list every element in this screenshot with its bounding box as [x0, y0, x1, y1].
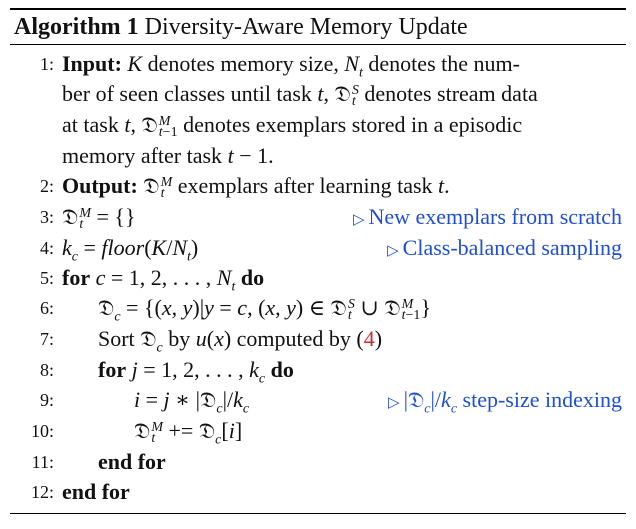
line-6: 6: 𝔇$_c$ = {(x, y)|y = c, (x, y) ∈ 𝔇 S t ∪ 𝔇 M t−1 } — [10, 293, 626, 324]
line-1-cont: memory after task t − 1. — [62, 143, 274, 168]
comment-text: Class-balanced sampling — [402, 235, 622, 260]
comment-triangle-icon: ▷ — [352, 212, 365, 228]
comment-l3 — [353, 202, 622, 235]
text-fragment: − 1. — [233, 143, 274, 168]
comment-l9: ▷ $|𝔇_c|/k_c$ step-size indexing — [388, 387, 622, 417]
line-4: 4: $k_c$ = $floor(K/N_t)$ ▷ Class-balanced sampling — [10, 233, 626, 263]
comment-l4 — [387, 233, 622, 266]
comment-triangle-icon: ▷ — [388, 395, 400, 411]
input-keyword: Input: — [62, 51, 122, 76]
line-10: 10: 𝔇 M t += 𝔇$_c$[i] — [10, 416, 626, 447]
line-number: 1: — [39, 54, 54, 74]
do-keyword: do — [240, 265, 265, 290]
line-9: 9: i = j ∗ $|𝔇_c|/k_c$ ▷ $|𝔇_c|/k_c$ step-size indexing — [10, 385, 626, 416]
text-fragment: ) — [374, 326, 383, 351]
text-fragment: , — [130, 112, 142, 137]
text-fragment: . — [444, 173, 450, 198]
line-number: 6: — [39, 298, 54, 318]
text-fragment: denotes the num- — [362, 51, 520, 76]
text-fragment: by — [162, 326, 196, 351]
line-3: 3: 𝔇 M t = {} ▷ New exemplars from scratch — [10, 202, 626, 233]
do-keyword: do — [270, 357, 294, 382]
line-1-cont: at task t, 𝔇 M t−1 denotes exemplars stored in a episodic — [62, 112, 523, 140]
text-fragment: ber of seen classes until task — [62, 81, 318, 106]
line-number: 3: — [39, 207, 54, 227]
text-fragment: memory after task — [62, 143, 228, 168]
text-fragment: , — [323, 81, 335, 106]
bottom-rule — [10, 513, 626, 514]
text-fragment: denotes stream data — [358, 81, 538, 106]
algorithm-lines — [10, 45, 626, 507]
line-number: 7: — [39, 329, 54, 349]
line-7: 7: Sort 𝔇$_c$ by u(x) computed by (4) — [10, 324, 626, 355]
line-number: 12: — [30, 482, 54, 502]
comment-triangle-icon: ▷ — [387, 243, 399, 259]
line-12 — [10, 477, 626, 507]
text-fragment: denotes memory size, — [142, 51, 345, 76]
text-fragment: computed by ( — [231, 326, 364, 351]
text-fragment: Sort — [98, 326, 141, 351]
line-11 — [10, 447, 626, 477]
text-fragment: denotes exemplars stored in a episodic — [177, 112, 523, 137]
output-keyword: Output: — [62, 173, 138, 198]
line-8: 8: for j = 1, 2, . . . , $k_c$ do — [10, 355, 626, 385]
line-2: 2: Output: 𝔇 M t exemplars after learning task t. — [10, 171, 626, 202]
comment-text: New exemplars from scratch — [368, 204, 622, 229]
for-keyword: for — [62, 265, 91, 290]
line-number: 10: — [30, 421, 54, 441]
equation-reference-link[interactable]: 4 — [363, 326, 375, 351]
algorithm-box — [10, 8, 626, 514]
line-number: 9: — [39, 390, 54, 410]
line-number: 8: — [39, 360, 54, 380]
text-fragment: exemplars after learning task — [172, 173, 439, 198]
line-1: 1: Input: K denotes memory size, $N_t$ denotes the num- — [10, 49, 626, 79]
line-number: 4: — [39, 238, 54, 258]
algorithm-title — [10, 10, 626, 44]
comment-text: step-size indexing — [462, 387, 622, 412]
algorithm-label: Algorithm 1 — [14, 14, 139, 40]
line-1-cont: ber of seen classes until task t, 𝔇 S t denotes stream data — [62, 81, 538, 109]
line-5: 5: for c = 1, 2, . . . , $N_t$ do — [10, 263, 626, 293]
text-fragment: at task — [62, 112, 125, 137]
line-number: 11: — [31, 452, 54, 472]
end-for-keyword: end for — [98, 449, 166, 474]
line-number: 5: — [39, 268, 54, 288]
for-keyword: for — [98, 357, 127, 382]
algorithm-name: Diversity-Aware Memory Update — [144, 14, 468, 40]
end-for-keyword: end for — [62, 479, 130, 504]
line-number: 2: — [39, 176, 54, 196]
